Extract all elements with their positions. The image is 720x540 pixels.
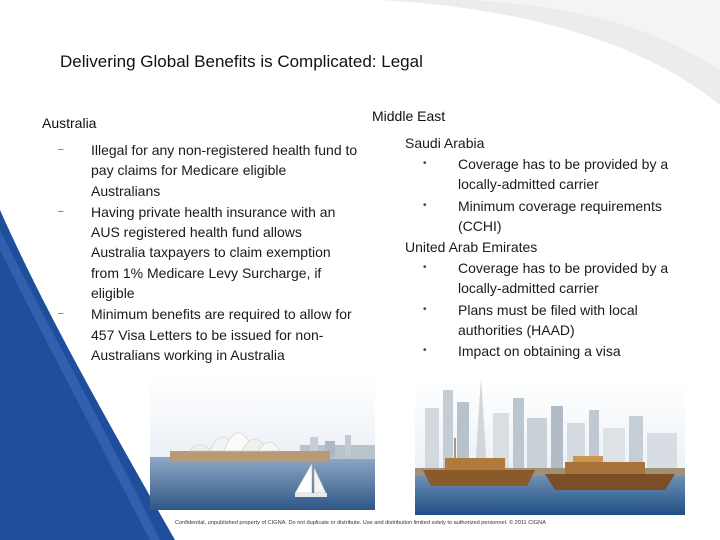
uae-list bbox=[405, 258, 705, 361]
country-uae: United Arab Emirates bbox=[405, 239, 538, 256]
list-item bbox=[405, 196, 705, 237]
list-item-text: Illegal for any non-registered health fund to pay claims for Medicare eligible Australians bbox=[91, 142, 358, 199]
slide-title: Delivering Global Benefits is Complicated: Legal bbox=[60, 52, 423, 71]
sydney-harbour-photo bbox=[150, 375, 375, 510]
australia-list bbox=[58, 140, 358, 366]
country-saudi-arabia: Saudi Arabia bbox=[405, 135, 485, 151]
list-item-text: Minimum coverage requirements (CCHI) bbox=[458, 197, 662, 234]
list-item-text: Coverage has to be provided by a locally-admitted carrier bbox=[458, 156, 669, 193]
dash-bullet: – bbox=[58, 205, 64, 217]
list-item bbox=[58, 202, 358, 303]
list-item bbox=[58, 140, 358, 201]
list-item-text: Coverage has to be provided by a locally-admitted carrier bbox=[458, 260, 669, 297]
footer-disclaimer: Confidential, unpublished property of CIGNA. Do not duplicate or distribute. Use and distribution limited solely to authorized personnel. © 2011 CIGNA bbox=[175, 520, 546, 526]
dot-bullet: • bbox=[423, 262, 427, 274]
dash-bullet: – bbox=[58, 308, 64, 320]
australia-heading: Australia bbox=[42, 115, 97, 131]
dot-bullet: • bbox=[423, 199, 427, 211]
dot-bullet: • bbox=[423, 158, 427, 169]
list-item-text: Impact on obtaining a visa bbox=[458, 343, 621, 360]
list-item-text: Plans must be filed with local authorities (HAAD) bbox=[458, 301, 638, 339]
list-item bbox=[58, 304, 358, 365]
dubai-creek-photo bbox=[415, 378, 685, 515]
list-item bbox=[405, 154, 705, 195]
dash-bullet: – bbox=[58, 144, 64, 155]
list-item bbox=[405, 300, 705, 341]
list-item bbox=[405, 341, 705, 361]
list-item bbox=[405, 258, 705, 299]
saudi-arabia-list bbox=[405, 154, 705, 236]
dot-bullet: • bbox=[423, 345, 427, 357]
dot-bullet: • bbox=[423, 303, 427, 315]
list-item-text: Minimum benefits are required to allow for 457 Visa Letters to be issued for non-Australians working in Australia bbox=[91, 306, 352, 363]
middle-east-block bbox=[405, 133, 705, 363]
middle-east-heading: Middle East bbox=[372, 108, 446, 124]
list-item-text: Having private health insurance with an AUS registered health fund allows Australia taxpayers to claim exemption from 1% Medicare Levy Surcharge, if eligible bbox=[91, 203, 336, 302]
